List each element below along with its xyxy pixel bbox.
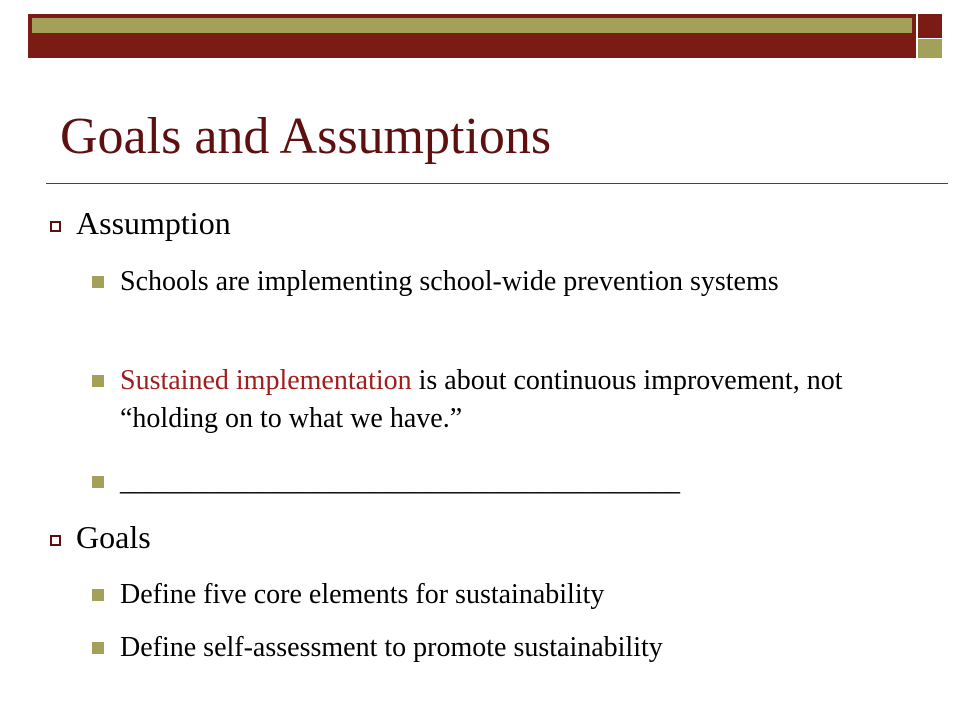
list-item-text: [120, 362, 912, 438]
list-item-text: Define self-assessment to promote sustainability: [120, 632, 663, 663]
list-item: [92, 463, 912, 501]
list-item: [92, 629, 912, 667]
list-item: [92, 362, 912, 438]
list-item-text: Schools are implementing school-wide prevention systems: [120, 266, 779, 297]
hollow-square-bullet-icon: [50, 221, 61, 232]
blank-line: ________________________________________: [120, 466, 680, 497]
square-bullet-icon: [92, 276, 104, 288]
slide-title: Goals and Assumptions: [60, 108, 552, 165]
hollow-square-bullet-icon: [50, 535, 61, 546]
list-item-rest: is about continuous improvement, not “holding on to what we have.”: [120, 365, 843, 434]
list-item: [92, 576, 912, 614]
square-bullet-icon: [92, 642, 104, 654]
square-bullet-icon: [92, 476, 104, 488]
square-bullet-icon: [92, 375, 104, 387]
section-heading: Goals: [76, 519, 151, 555]
highlighted-phrase: Sustained implementation: [120, 365, 412, 396]
list-item: [92, 263, 912, 301]
square-bullet-icon: [92, 589, 104, 601]
section-heading: Assumption: [76, 205, 231, 241]
list-item-text: Define five core elements for sustainability: [120, 579, 605, 610]
